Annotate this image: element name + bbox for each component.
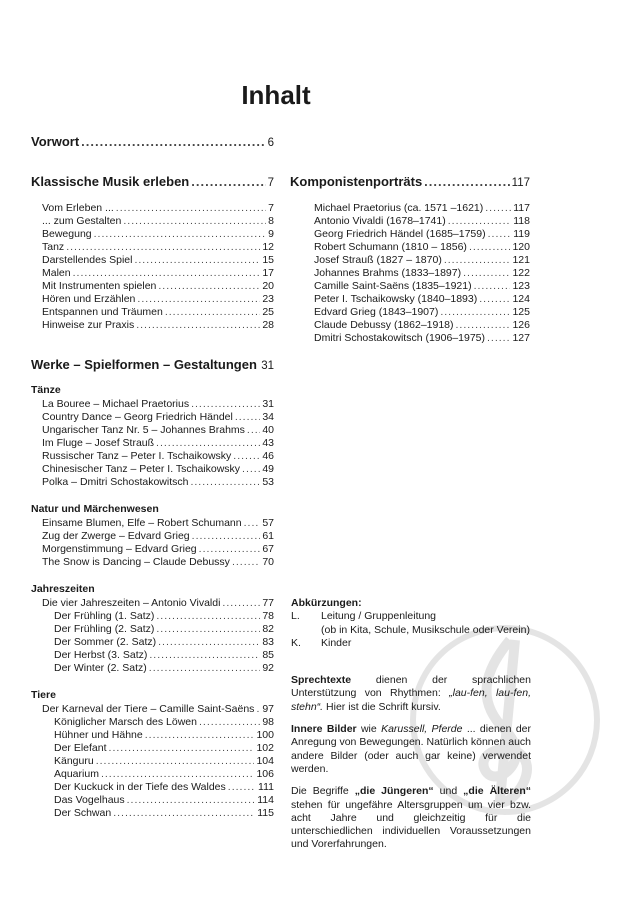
toc-entry-title: Ungarischer Tanz Nr. 5 – Johannes Brahms [42,424,245,436]
toc-entry [54,716,274,729]
toc-entry [42,463,274,476]
dot-leader [191,398,260,410]
dot-leader [66,241,260,253]
toc-entry-title: Malen [42,267,71,279]
toc-entry [42,437,274,450]
toc-page-number: 23 [262,293,274,305]
toc-page-number: 78 [262,610,274,622]
toc-entry-title: Der Frühling (1. Satz) [54,610,155,622]
dot-leader [145,729,255,741]
toc-page-number: 20 [262,280,274,292]
toc-page-number: 104 [256,755,274,767]
dot-leader [242,463,260,475]
toc-page-number: 117 [513,202,530,214]
toc-entry-title: Der Schwan [54,807,112,819]
toc-entry-title: Georg Friedrich Händel (1685–1759) [314,228,486,240]
toc-entry [54,768,274,781]
toc-entry-title: Der Elefant [54,742,107,754]
toc-entry-title: ... zum Gestalten [42,215,122,227]
dot-leader [256,703,260,715]
toc-entry-title: Vom Erleben ... [42,202,114,214]
toc-page-number: 34 [262,411,274,423]
toc-page-number: 6 [267,137,274,149]
dot-leader [235,411,260,423]
toc-section [31,174,274,190]
toc-entry [54,623,274,636]
dot-leader [156,610,260,622]
toc-page-number: 85 [262,649,274,661]
dot-leader [165,306,260,318]
toc-section [31,357,274,373]
dot-leader [192,530,261,542]
toc-entry-title: Der Winter (2. Satz) [54,662,147,674]
toc-page-number: 82 [262,623,274,635]
toc-entry-title: Hühner und Hähne [54,729,143,741]
dot-leader [134,254,260,266]
toc-entry [314,254,530,267]
toc-entry [42,530,274,543]
toc-entry [42,476,274,489]
dot-leader [127,794,256,806]
dot-leader [448,215,512,227]
dot-leader [158,280,260,292]
toc-entry-title: Peter I. Tschaikowsky (1840–1893) [314,293,478,305]
toc-entry-title: Klassische Musik erleben [31,174,190,189]
dot-leader [101,768,255,780]
toc-page-number: 114 [257,794,274,806]
toc-entry [42,597,274,610]
toc-page-number: 31 [262,398,274,410]
toc-entry-title: Der Sommer (2. Satz) [54,636,157,648]
toc-page-number: 57 [262,517,274,529]
toc-entry-title: Känguru [54,755,94,767]
dot-leader [233,450,260,462]
toc-page-number: 120 [512,241,530,253]
dot-leader [94,228,267,240]
toc-subsection: Jahreszeiten [31,583,95,595]
toc-page-number: 46 [262,450,274,462]
toc-page-number: 100 [256,729,274,741]
toc-entry [42,450,274,463]
toc-entry-title: Hören und Erzählen [42,293,136,305]
toc-page-number: 126 [512,319,530,331]
abbreviations-heading: Abkürzungen: [291,597,362,609]
toc-entry-title: Komponistenporträts [290,174,423,189]
toc-entry [54,781,274,794]
dot-leader [474,280,511,292]
toc-page-number: 40 [262,424,274,436]
toc-entry [314,319,530,332]
toc-entry [54,755,274,768]
toc-subsection: Natur und Märchenwesen [31,503,159,515]
toc-entry-title: Im Fluge – Josef Strauß [42,437,155,449]
toc-entry-title: Aquarium [54,768,99,780]
toc-entry-title: Country Dance – Georg Friedrich Händel [42,411,233,423]
page-title: Inhalt [241,80,311,110]
toc-page-number: 77 [262,597,274,609]
toc-entry [42,293,274,306]
toc-entry [42,543,274,556]
toc-entry-title: Edvard Grieg (1843–1907) [314,306,439,318]
toc-subsection: Tiere [31,689,56,701]
dot-leader [485,202,511,214]
dot-leader [440,306,510,318]
toc-entry [42,215,274,228]
toc-entry [42,398,274,411]
dot-leader [487,332,510,344]
toc-entry-title: Der Karneval der Tiere – Camille Saint-Saëns [42,703,255,715]
toc-page-number: 28 [262,319,274,331]
toc-entry [314,293,530,306]
toc-entry-title: Werke – Spielformen – Gestaltungen [31,357,257,372]
abbreviation-row: K. Kinder [291,636,352,649]
toc-entry [42,411,274,424]
dot-leader [232,556,260,568]
toc-page-number: 7 [267,177,274,189]
toc-page-number: 25 [262,306,274,318]
toc-page-number: 8 [268,215,274,227]
inner-images-note: Innere Bilder wie Karussell, Pferde ... dienen der Anregung von Bewegungen. Natürlich können auch andere Bilder (oder auch gar keine) verwendet werden. [291,723,531,775]
toc-entry-title: Einsame Blumen, Elfe – Robert Schumann [42,517,242,529]
dot-leader [113,807,255,819]
toc-entry [42,241,274,254]
toc-entry-title: Bewegung [42,228,92,240]
toc-entry-title: Die vier Jahreszeiten – Antonio Vivaldi [42,597,221,609]
toc-entry [42,703,274,716]
toc-entry [42,280,274,293]
toc-entry [42,254,274,267]
toc-page-number: 117 [511,177,530,189]
toc-entry [54,794,274,807]
toc-page-number: 15 [262,254,274,266]
toc-entry-title: Königlicher Marsch des Löwen [54,716,197,728]
toc-page-number: 70 [262,556,274,568]
dot-leader [116,202,266,214]
toc-entry [54,636,274,649]
toc-entry-title: Chinesischer Tanz – Peter I. Tschaikowsky [42,463,241,475]
toc-entry-title: Mit Instrumenten spielen [42,280,157,292]
dot-leader [158,636,260,648]
toc-page-number: 119 [513,228,530,240]
dot-leader [199,716,260,728]
toc-entry [314,332,530,345]
toc-page-number: 121 [512,254,530,266]
dot-leader [123,215,266,227]
toc-entry-title: Hinweise zur Praxis [42,319,135,331]
toc-entry-title: Tanz [42,241,65,253]
toc-page-number: 43 [262,437,274,449]
toc-page-number: 98 [262,716,274,728]
toc-entry [54,610,274,623]
toc-entry-title: Der Kuckuck in der Tiefe des Waldes [54,781,226,793]
toc-entry [314,228,530,241]
dot-leader [81,134,265,149]
dot-leader [73,267,261,279]
abbreviation-row: (ob in Kita, Schule, Musikschule oder Verein) [321,623,530,636]
toc-entry [314,241,530,254]
age-groups-note: Die Begriffe „die Jüngeren“ und „die Älteren“ stehen für ungefähre Altersgruppen um vier bzw. acht Jahre und gleichzeitig für die unterschiedlichen individuellen Voraussetzungen und Vorerfahrungen. [291,785,531,851]
toc-entry-title: Der Herbst (3. Satz) [54,649,148,661]
toc-page-number: 49 [262,463,274,475]
toc-page-number: 83 [262,636,274,648]
toc-entry [54,649,274,662]
toc-entry-title: The Snow is Dancing – Claude Debussy [42,556,230,568]
toc-entry [54,807,274,820]
toc-subsection: Tänze [31,384,61,396]
toc-page-number: 97 [262,703,274,715]
dot-leader [137,293,260,305]
toc-page-number: 102 [256,742,274,754]
toc-entry [42,306,274,319]
toc-page-number: 124 [512,293,530,305]
toc-entry-title: Camille Saint-Saëns (1835–1921) [314,280,472,292]
dot-leader [149,649,260,661]
toc-entry [314,215,530,228]
dot-leader [469,241,511,253]
toc-entry-title: Zug der Zwerge – Edvard Grieg [42,530,190,542]
toc-page-number: 115 [257,807,274,819]
dot-leader [456,319,511,331]
toc-entry [42,424,274,437]
toc-page-number: 61 [262,530,274,542]
toc-page-number: 17 [262,267,274,279]
toc-page-number: 106 [256,768,274,780]
toc-section [290,174,530,190]
dot-leader [191,174,265,189]
toc-page-number: 67 [262,543,274,555]
toc-entry-title: Der Frühling (2. Satz) [54,623,155,635]
toc-entry-title: Darstellendes Spiel [42,254,133,266]
toc-entry-title: Robert Schumann (1810 – 1856) [314,241,467,253]
toc-entry [314,280,530,293]
dot-leader [156,437,260,449]
abbreviation-row: L. Leitung / Gruppenleitung [291,610,437,623]
toc-entry [42,556,274,569]
dot-leader [156,623,260,635]
toc-page-number: 111 [258,781,274,793]
dot-leader [96,755,255,767]
toc-page-number: 9 [268,228,274,240]
dot-leader [199,543,261,555]
dot-leader [488,228,512,240]
toc-entry [54,729,274,742]
toc-entry [314,267,530,280]
toc-entry [42,319,274,332]
toc-page-number: 118 [513,215,530,227]
toc-entry-title: Russischer Tanz – Peter I. Tschaikowsky [42,450,232,462]
toc-entry [54,742,274,755]
dot-leader [424,174,509,189]
toc-entry-title: Claude Debussy (1862–1918) [314,319,454,331]
dot-leader [244,517,261,529]
dot-leader [247,424,260,436]
toc-section [31,134,274,150]
toc-entry-title: Michael Praetorius (ca. 1571 –1621) [314,202,484,214]
toc-page-number: 7 [268,202,274,214]
toc-entry [54,662,274,675]
toc-page-number: 53 [262,476,274,488]
dot-leader [222,597,260,609]
toc-entry-title: Dmitri Schostakowitsch (1906–1975) [314,332,485,344]
dot-leader [444,254,511,266]
toc-entry-title: La Bouree – Michael Praetorius [42,398,190,410]
toc-entry [42,228,274,241]
toc-entry-title: Morgenstimmung – Edvard Grieg [42,543,197,555]
toc-page-number: 31 [261,360,274,372]
notes-block [291,597,531,852]
dot-leader [463,267,510,279]
toc-entry-title: Josef Strauß (1827 – 1870) [314,254,442,266]
toc-page-number: 122 [512,267,530,279]
toc-entry [42,517,274,530]
toc-entry-title: Entspannen und Träumen [42,306,163,318]
toc-entry-title: Das Vogelhaus [54,794,125,806]
toc-page-number: 123 [512,280,530,292]
toc-entry-title: Antonio Vivaldi (1678–1741) [314,215,446,227]
dot-leader [149,662,261,674]
dot-leader [109,742,255,754]
toc-entry-title: Johannes Brahms (1833–1897) [314,267,462,279]
toc-page-number: 92 [262,662,274,674]
toc-entry [314,202,530,215]
toc-entry-title: Vorwort [31,134,80,149]
dot-leader [228,781,256,793]
toc-page-number: 12 [262,241,274,253]
toc-entry-title: Polka – Dmitri Schostakowitsch [42,476,189,488]
toc-page-number: 125 [512,306,530,318]
dot-leader [136,319,260,331]
toc-page-number: 127 [512,332,530,344]
toc-entry [314,306,530,319]
toc-entry [42,267,274,280]
speech-texts-note: Sprechtexte dienen der sprachlichen Unterstützung von Rhythmen: „lau-fen, lau-fen, stehn“. Hier ist die Schrift kursiv. [291,674,531,713]
toc-entry [42,202,274,215]
dot-leader [479,293,510,305]
dot-leader [190,476,260,488]
